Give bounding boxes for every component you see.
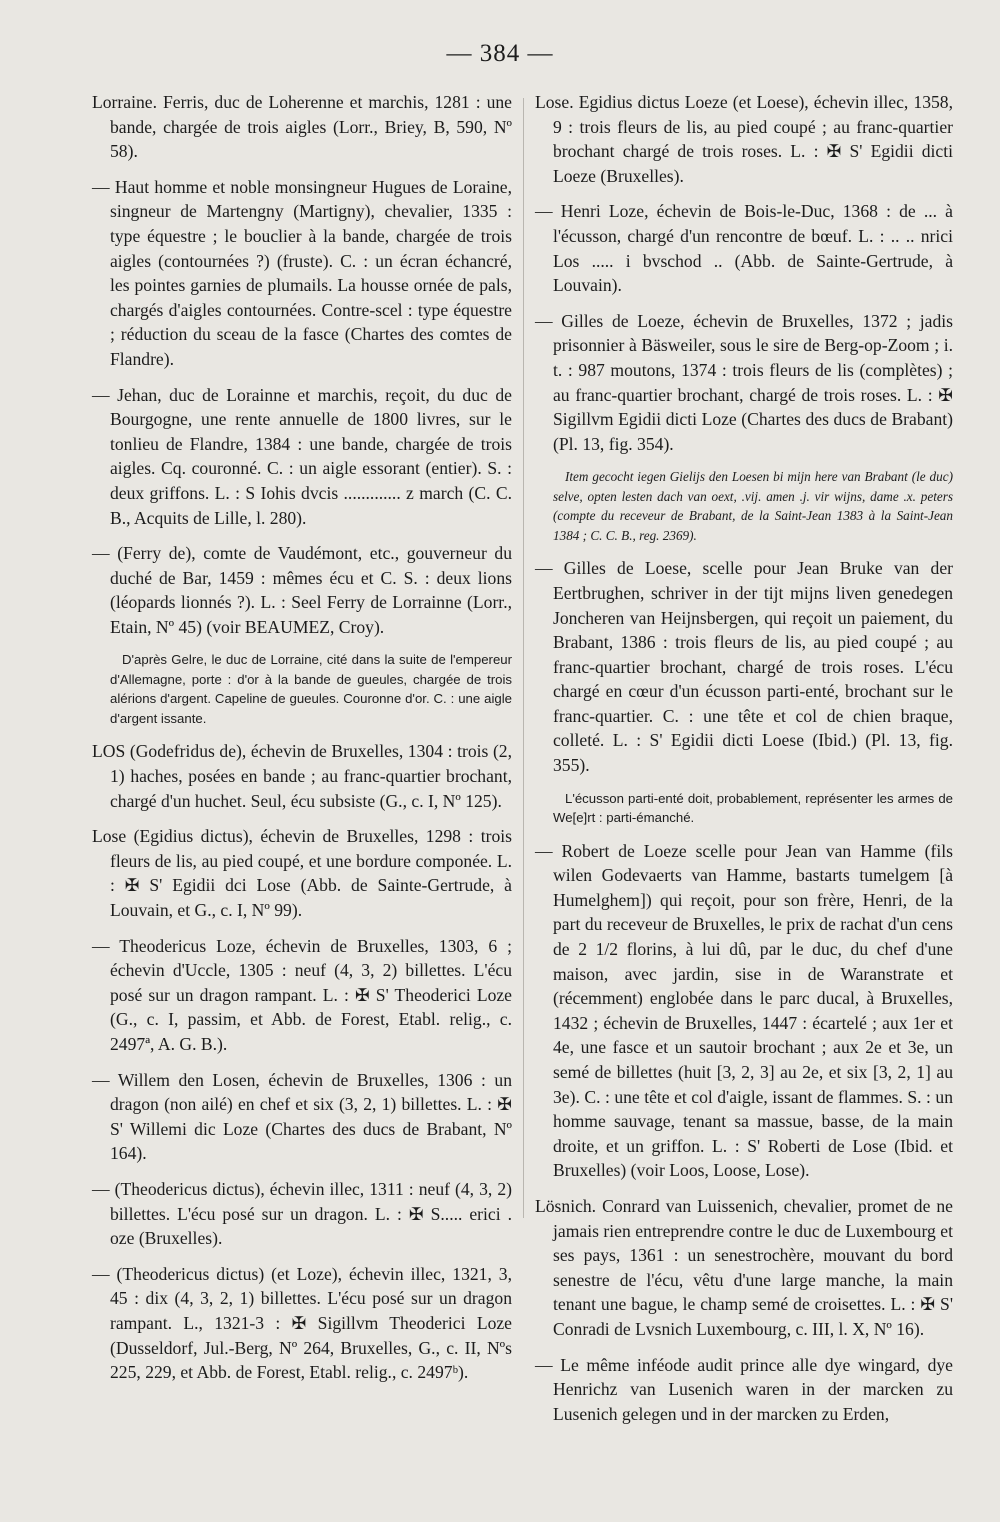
entry-theodericus-1321: — (Theodericus dictus) (et Loze), échevin illec, 1321, 3, 45 : dix (4, 3, 2, 1) billettes. L'écu posé sur un dragon rampant. L., 1321-3 : ✠ Sigillvm Theoderici Loze (Dusseldorf, Jul.-Berg, Nº 264, Bruxelles, G., c. II, Nºs 225, 229, et Abb. de Forest, Etabl. relig., c. 2497ᵇ). <box>92 1263 512 1383</box>
entry-lose-egidius-1298: Lose (Egidius dictus), échevin de Bruxelles, 1298 : trois fleurs de lis, au pied coupé, et une bordure componée. L. : ✠ S' Egidii dci Lose (Abb. de Sainte-Gertrude, à Louvain, et G., c. I, Nº 99). <box>92 826 512 921</box>
note-gelre: D'après Gelre, le duc de Lorraine, cité dans la suite de l'empereur d'Allemagne, porte : d'or à la bande de gueules, chargée de trois alérions d'argent. Capeline de gueules. Couronne d'or. C. : une aigle d'argent issante. <box>110 652 512 726</box>
left-column <box>92 90 512 1396</box>
entry-theodericus-loze: — Theodericus Loze, échevin de Bruxelles, 1303, 6 ; échevin d'Uccle, 1305 : neuf (4, 3, 2) billettes. L'écu posé sur un dragon rampant. L. : ✠ S' Theoderici Loze (G., c. I, passim, et Abb. de Forest, Etabl. relig., c. 2497ª, A. G. B.). <box>92 935 512 1054</box>
entry-losnich-conrard: Lösnich. Conrard van Luissenich, chevalier, promet de ne jamais rien entreprendre contre le duc de Luxembourg et ses pays, 1361 : un senestrochère, mouvant du bord senestre de l'écu, vêtu d'une large manche, la main tenant une bague, le champ semé de croisettes. L. : ✠ S' Conradi de Lvsnich Luxembourg, c. III, l. X, Nº 16). <box>535 1195 953 1339</box>
entry-lorraine-ferris: Lorraine. Ferris, duc de Loherenne et marchis, 1281 : une bande, chargée de trois aigles (Lorr., Briey, B, 590, Nº 58). <box>92 92 512 162</box>
entry-hugues-de-loraine: — Haut homme et noble monsingneur Hugues de Loraine, singneur de Martengny (Martigny), chevalier, 1335 : type équestre ; le bouclier à la bande, chargée de trois aigles (contournées ?) (fruste). C. : un écran échancré, les pointes garnies de plumails. La housse ornée de pals, chargés d'aigles contournées. Contre-scel : type équestre ; réduction du sceau de la fasce (Chartes des comtes de Flandre). <box>92 176 512 369</box>
entry-robert-de-loeze: — Robert de Loeze scelle pour Jean van Hamme (fils wilen Godevaerts van Hamme, bastarts tumelgem [à Humelghem]) qui reçoit, pour son frère, Henri, de la part du receveur de Bruxelles, le prix de rachat d'un cens de 2 1/2 florins, à lui dû, par le duc, du chef d'une maison, avec jardin, sise in de Waranstrate et (récemment) englobée dans le parc ducal, à Bruxelles, 1432 ; échevin de Bruxelles, 1447 : écartelé ; aux 1er et 4e, une fasce et un sautoir brochant ; aux 2e et 3e, un semé de billettes (huit [3, 2, 3] au 2e, et six [3, 2, 1] au 3e). C. : une tête et col d'aigle, issant de flammes. S. : un homme sauvage, tenant sa massue, basse, de la main droite, et un griffon. L. : S' Roberti de Lose (Ibid. et Bruxelles) (voir Loos, Loose, Lose). <box>535 840 953 1181</box>
entry-gilles-de-loese-1386: — Gilles de Loese, scelle pour Jean Bruke van der Eertbrughen, schriver in der tijt mijns liven genedegen Joncheren van Heijnsbergen, qui reçoit un paiement, du Brabant, 1386 : trois fleurs de lis, au pied coupé ; au franc-quartier brochant, chargé de trois roses. L'écu chargé en cœur d'un écusson parti-enté, brochant sur le franc-quartier. C. : une tête et col de chien braque, colleté. L. : S' Egidii dicti Loese (Ibid.) (Pl. 13, fig. 355). <box>535 558 953 776</box>
entry-los-godefridus: LOS (Godefridus de), échevin de Bruxelles, 1304 : trois (2, 1) haches, posées en bande ; au franc-quartier brochant, chargé d'un huchet. Seul, écu subsiste (G., c. I, Nº 125). <box>92 741 512 811</box>
entry-theodericus-1311: — (Theodericus dictus), échevin illec, 1311 : neuf (4, 3, 2) billettes. L'écu posé sur un dragon. L. : ✠ S..... erici . oze (Bruxelles). <box>92 1178 512 1249</box>
entry-henri-loze: — Henri Loze, échevin de Bois-le-Duc, 1368 : de ... à l'écusson, chargé d'un rencontre de bœuf. L. : .. .. nrici Los ..... i bvschod .. (Abb. de Sainte-Gertrude, à Louvain). <box>535 201 953 296</box>
entry-ferry-de-vaudemont: — (Ferry de), comte de Vaudémont, etc., gouverneur du duché de Bar, 1459 : mêmes écu et C. S. : deux lions (léopards lionnés ?). L. : Seel Ferry de Lorrainne (Lorr., Etain, Nº 45) (voir BEAUMEZ, Croy). <box>92 543 512 637</box>
entry-willem-den-losen: — Willem den Losen, échevin de Bruxelles, 1306 : un dragon (non ailé) en chef et six (3, 2, 1) billettes. L. : ✠ S' Willemi dic Loze (Chartes des ducs de Brabant, Nº 164). <box>92 1069 512 1164</box>
column-divider <box>523 98 524 1218</box>
page-number: — 384 — <box>446 40 554 67</box>
note-ecusson-parti-ente: L'écusson parti-enté doit, probablement, représenter les armes de We[e]rt : parti-émanché. <box>553 790 953 826</box>
entry-lose-egidius-1358: Lose. Egidius dictus Loeze (et Loese), échevin illec, 1358, 9 : trois fleurs de lis, au pied coupé ; au franc-quartier brochant chargé de trois roses. L. : ✠ S' Egidii dicti Loeze (Bruxelles). <box>535 92 953 186</box>
entry-le-meme-infeode: — Le même inféode audit prince alle dye wingard, dye Henrichz van Lusenich waren in der marcken zu Lusenich gelegen und in der marcken zu Erden, <box>535 1354 953 1424</box>
note-item-gecocht: Item gecocht iegen Gielijs den Loesen bi mijn here van Brabant (le duc) selve, opten lesten dach van oext, .vij. amen .j. vir wijns, dame .x. peters (compte du receveur de Brabant, de la Saint-Jean 1383 à la Saint-Jean 1384 ; C. C. B., reg. 2369). <box>553 469 953 543</box>
right-column <box>535 90 953 1437</box>
entry-jehan-duc: — Jehan, duc de Lorainne et marchis, reçoit, du duc de Bourgogne, une rente annuelle de 1800 livres, sur le tonlieu de Flandre, 1384 : une bande, chargée de trois aigles. Cq. couronné. C. : un aigle essorant (entier). S. : deux griffons. L. : S Iohis dvcis ............. z march (C. C. B., Acquits de Lille, l. 280). <box>92 384 512 528</box>
entry-gilles-de-loeze-1372: — Gilles de Loeze, échevin de Bruxelles, 1372 ; jadis prisonnier à Bäsweiler, sous le sire de Berg-op-Zoom ; i. t. : 987 moutons, 1374 : trois fleurs de lis (complètes) ; au franc-quartier brochant, chargé de trois roses. L. : ✠ Sigillvm Egidii dicti Loze (Chartes des ducs de Brabant) (Pl. 13, fig. 354). <box>535 310 953 454</box>
